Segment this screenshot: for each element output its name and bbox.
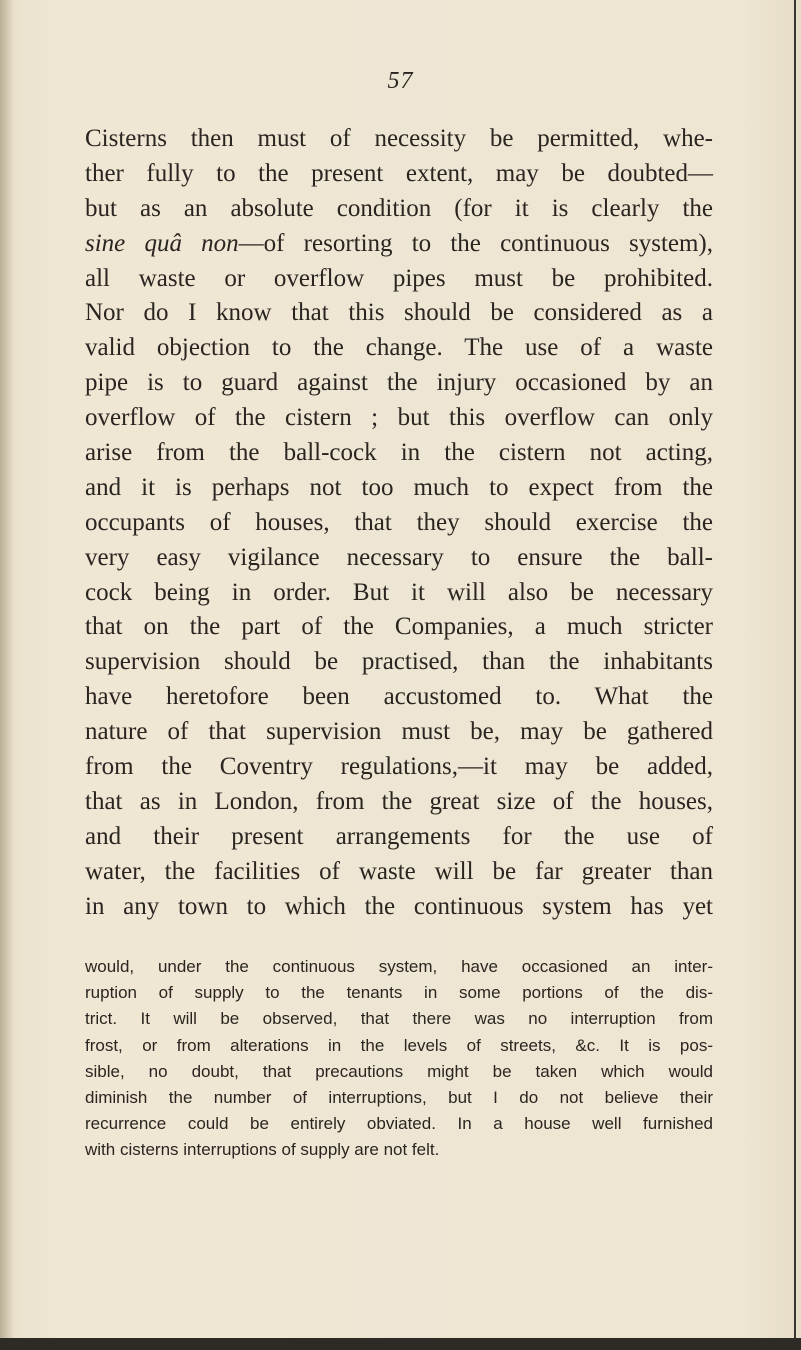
body-line [85,576,713,611]
body-line [85,227,713,262]
footnote-line: diminish the number of interruptions, but I do not believe their [85,1087,713,1107]
body-line [85,296,713,331]
line-text: and it is perhaps not too much to expect from the [85,473,713,501]
line-text: arise from the ball-cock in the cistern not acting, [85,439,713,467]
line-text: Cisterns then must of necessity be permitted, whe- [85,125,713,152]
body-line [85,715,713,750]
line-text: and their present arrangements for the use of [85,822,713,850]
italic-phrase: sine quâ non [85,229,239,257]
line-text: water, the facilities of waste will be far greater than [85,857,713,885]
footnote-line: ruption of supply to the tenants in some portions of the dis- [85,983,713,1003]
page-binding-shadow [0,0,14,1350]
body-line [85,192,713,227]
line-text: Nor do I know that this should be considered as a [85,299,713,327]
page-bottom-edge [0,1338,801,1350]
page-number: 57 [387,68,414,94]
footnote [85,954,713,1164]
footnote-line: recurrence could be entirely obviated. In a house well furnished [85,1114,713,1134]
body-line [85,122,713,157]
body-line [85,890,713,925]
footnote-line: sible, no doubt, that precautions might be taken which would [85,1061,713,1081]
line-text: from the Coventry regulations,—it may be added, [85,753,713,781]
body-line [85,471,713,506]
footnote-line: trict. It will be observed, that there was no interruption from [85,1009,713,1029]
line-text: overflow of the cistern ; but this overflow can only [85,404,713,432]
line-text: cock being in order. But it will also be necessary [85,578,713,606]
body-line [85,157,713,192]
body-line [85,331,713,366]
body-line [85,750,713,785]
line-text: nature of that supervision must be, may be gathered [85,718,713,746]
line-text: but as an absolute condition (for it is clearly the [85,194,713,222]
footnote-line: with cisterns interruptions of supply are not felt. [85,1140,440,1160]
line-text: that as in London, from the great size of the houses, [85,787,713,815]
line-text: very easy vigilance necessary to ensure the ball- [85,543,713,571]
body-line [85,610,713,645]
body-line [85,401,713,436]
body-line [85,366,713,401]
line-text: supervision should be practised, than the inhabitants [85,648,713,676]
body-line [85,855,713,890]
line-text: ther fully to the present extent, may be doubted— [85,159,713,187]
body-line [85,262,713,297]
line-text: valid objection to the change. The use of a waste [85,334,713,362]
line-text: pipe is to guard against the injury occasioned by an [85,369,713,397]
line-text: in any town to which the continuous system has yet [85,892,713,920]
body-line [85,785,713,820]
body-text [85,122,713,924]
body-line [85,541,713,576]
line-text: all waste or overflow pipes must be prohibited. [85,264,713,292]
page-edge-line [794,0,796,1350]
body-line [85,506,713,541]
footnote-line: frost, or from alterations in the levels of streets, &c. It is pos- [85,1035,713,1055]
line-text: —of resorting to the continuous system), [238,229,714,257]
body-line [85,680,713,715]
body-line [85,820,713,855]
line-text: that on the part of the Companies, a much stricter [85,613,713,641]
footnote-line: would, under the continuous system, have occasioned an inter- [85,957,713,976]
body-line [85,436,713,471]
line-text: occupants of houses, that they should exercise the [85,508,713,536]
line-text: have heretofore been accustomed to. What the [85,683,713,711]
body-line [85,645,713,680]
